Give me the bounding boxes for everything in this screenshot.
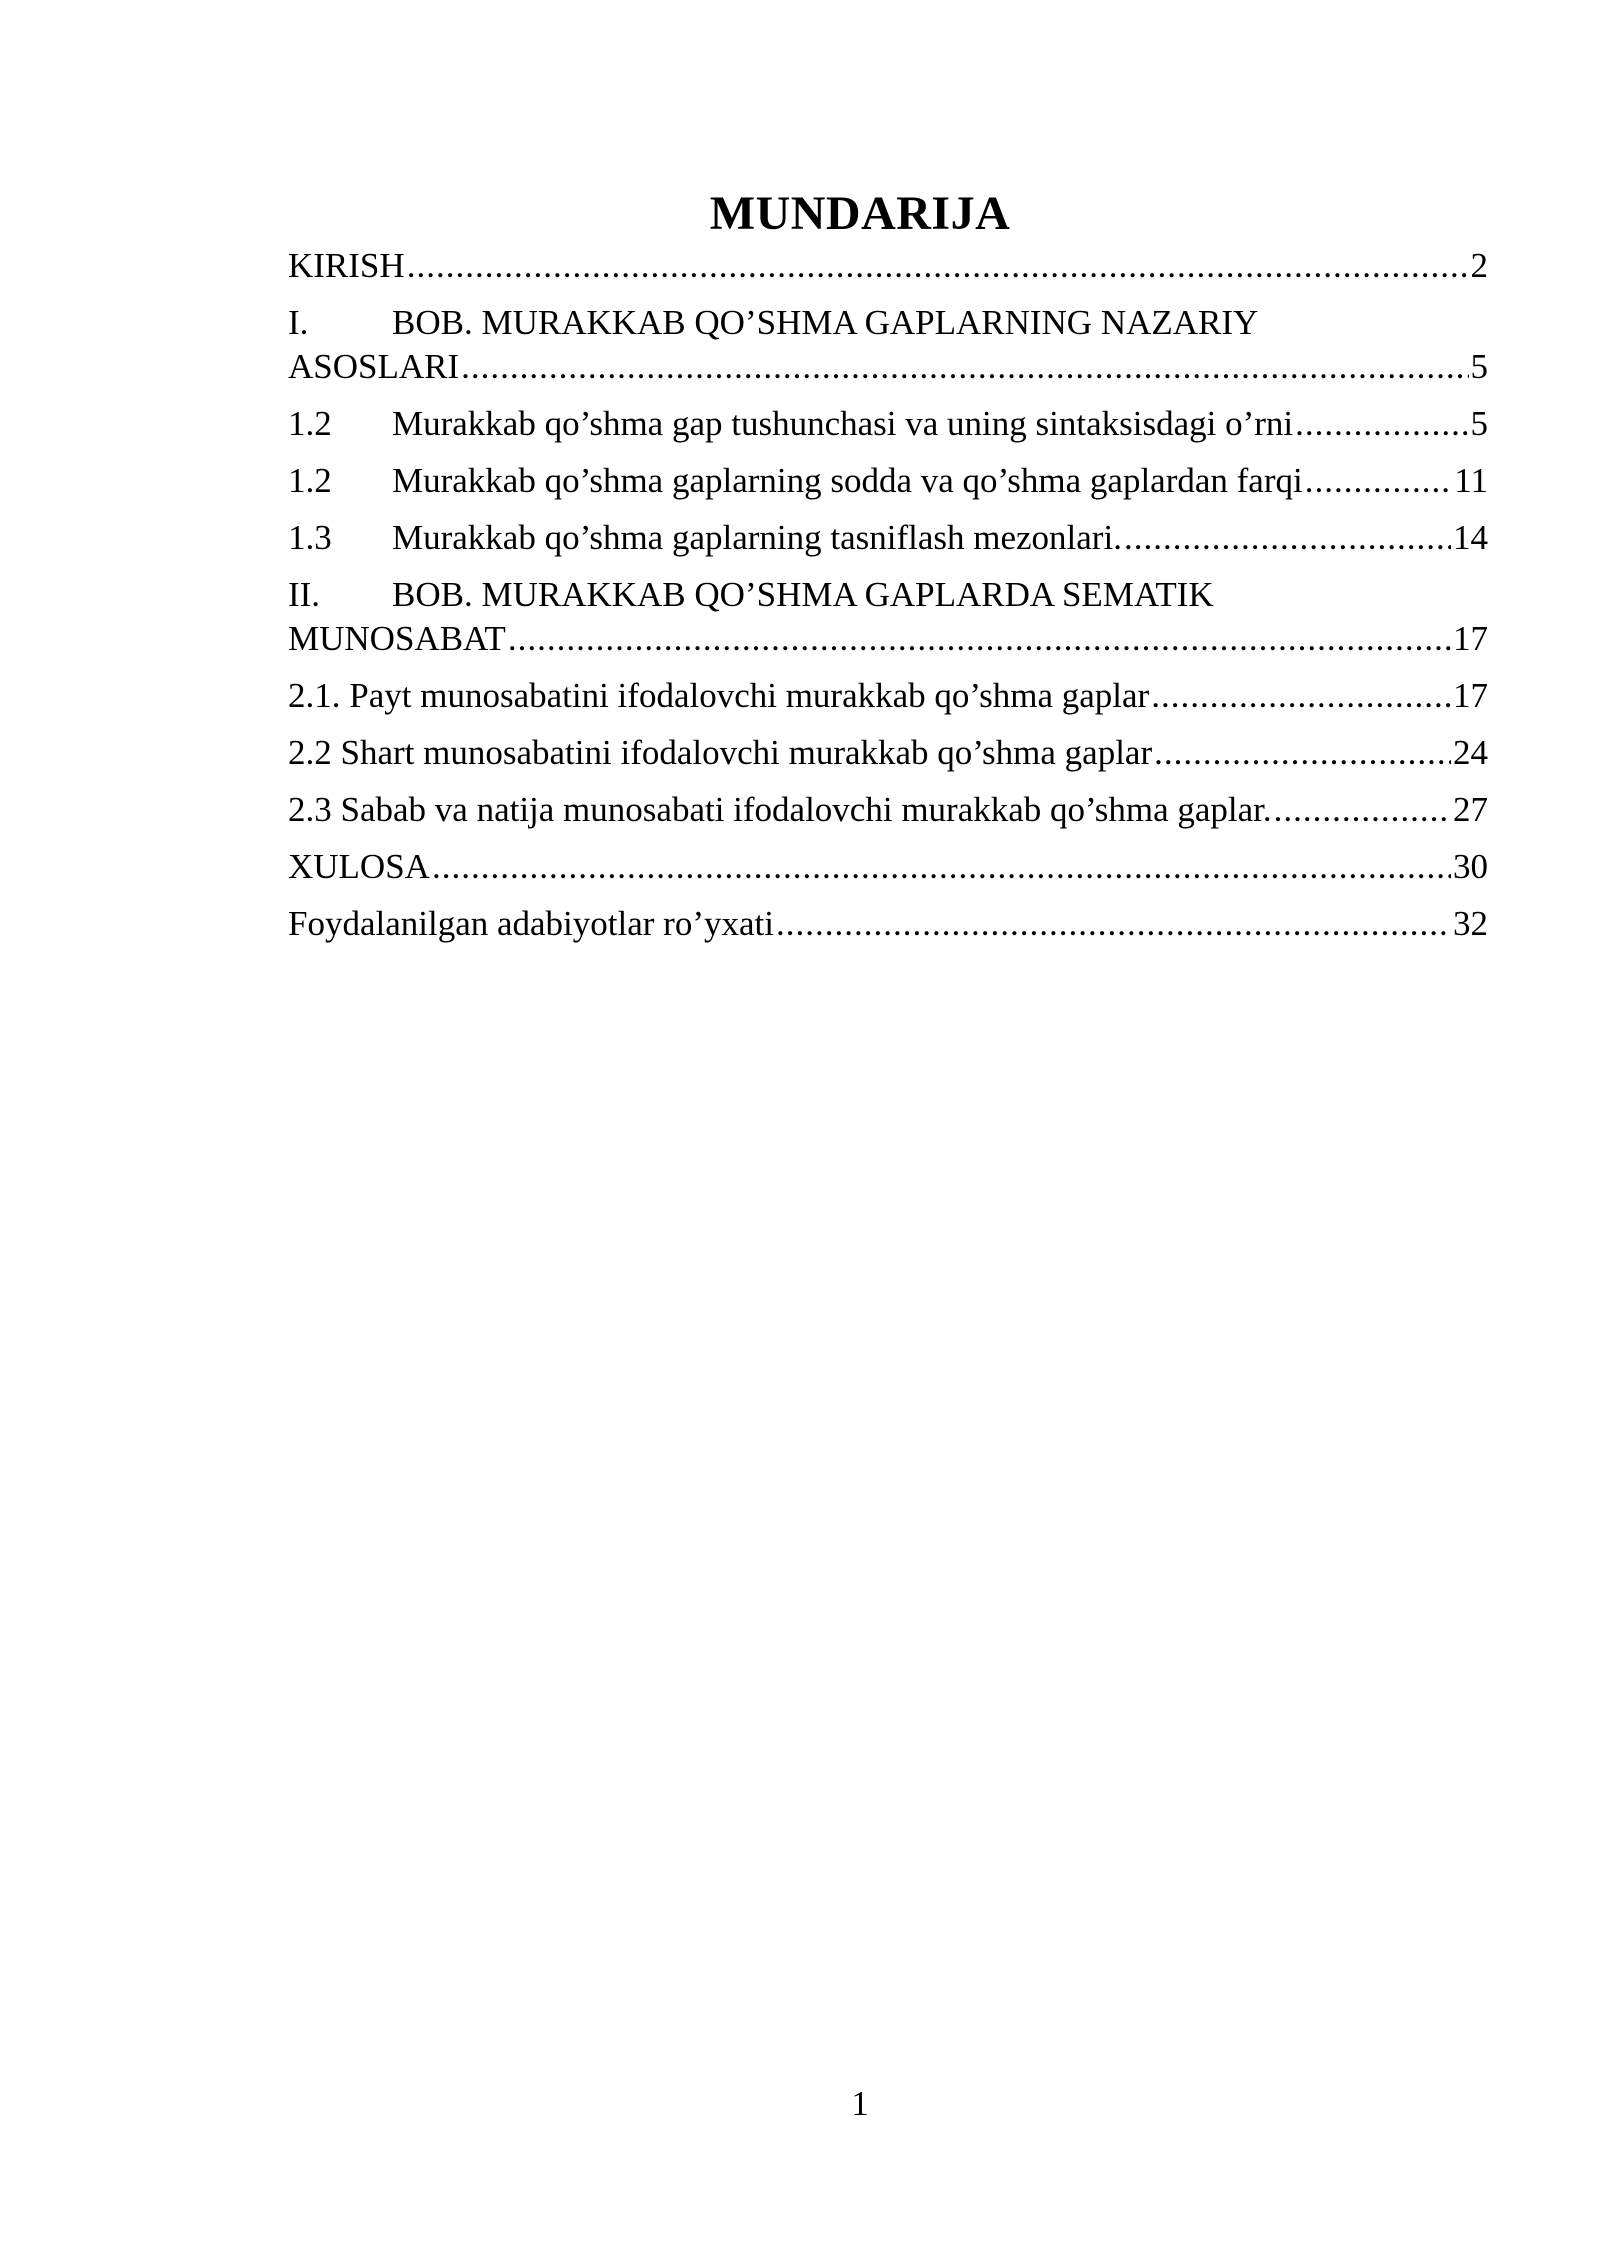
- toc-page-number: 5: [1470, 347, 1488, 386]
- toc-page-number: 30: [1453, 847, 1488, 886]
- toc-entry-label: 2.1. Payt munosabatini ifodalovchi murakkab qo’shma gaplar: [288, 676, 1150, 715]
- toc-entry-number: I.: [288, 303, 309, 342]
- toc-entry-label: Murakkab qo’shma gap tushunchasi va uning sintaksisdagi o’rni: [392, 404, 1294, 443]
- page-title: MUNDARIJA: [709, 187, 1011, 240]
- dot-leader: [407, 244, 1469, 288]
- toc-entry-number: II.: [288, 575, 321, 614]
- toc-entry-kirish[interactable]: [288, 244, 1488, 288]
- toc-entry-label-continued: MUNOSABAT: [288, 619, 506, 658]
- toc-entry-label-continued: ASOSLARI: [288, 347, 460, 386]
- toc-page-number: 5: [1470, 404, 1488, 443]
- dot-leader: [776, 902, 1451, 946]
- dot-leader: [432, 845, 1451, 889]
- toc-entry-label: Murakkab qo’shma gaplarning tasniflash mezonlari.: [392, 518, 1122, 557]
- dot-leader: [1154, 731, 1451, 775]
- toc-page-number: 2: [1470, 246, 1488, 285]
- toc-entry-section-2-3[interactable]: [288, 788, 1488, 832]
- toc-entry-section-1-3[interactable]: [288, 516, 1488, 560]
- dot-leader: [1305, 459, 1453, 503]
- dot-leader: [461, 345, 1468, 389]
- toc-entry-section-1-2b[interactable]: [288, 459, 1488, 503]
- toc-entry-label: XULOSA: [288, 847, 430, 886]
- toc-entry-references[interactable]: [288, 902, 1488, 946]
- table-of-contents: [288, 244, 1488, 946]
- toc-entry-xulosa[interactable]: [288, 845, 1488, 889]
- toc-entry-chapter-1[interactable]: [288, 301, 1488, 389]
- toc-entry-chapter-2[interactable]: [288, 573, 1488, 661]
- toc-entry-section-2-2[interactable]: [288, 731, 1488, 775]
- dot-leader: [1274, 788, 1451, 832]
- toc-entry-section-2-1[interactable]: [288, 674, 1488, 718]
- toc-page-number: 17: [1453, 619, 1488, 658]
- toc-page-number: 14: [1453, 518, 1488, 557]
- dot-leader: [1151, 674, 1451, 718]
- toc-page-number: 11: [1454, 461, 1488, 500]
- dot-leader: [1295, 402, 1468, 446]
- toc-entry-label: KIRISH: [288, 246, 405, 285]
- toc-entry-label: 2.2 Shart munosabatini ifodalovchi murakkab qo’shma gaplar: [288, 733, 1153, 772]
- toc-entry-label: 2.3 Sabab va natija munosabati ifodalovchi murakkab qo’shma gaplar.: [288, 790, 1272, 829]
- toc-entry-number: 1.2: [288, 404, 332, 443]
- toc-entry-number: 1.2: [288, 461, 332, 500]
- toc-page-number: 17: [1453, 676, 1488, 715]
- toc-entry-section-1-2a[interactable]: [288, 402, 1488, 446]
- toc-entry-label: BOB. MURAKKAB QO’SHMA GAPLARNING NAZARIY: [392, 303, 1259, 342]
- toc-page-number: 24: [1453, 733, 1488, 772]
- toc-page-number: 27: [1453, 790, 1488, 829]
- toc-page-number: 32: [1453, 904, 1488, 943]
- toc-entry-label: Foydalanilgan adabiyotlar ro’yxati: [288, 904, 774, 943]
- toc-entry-number: 1.3: [288, 518, 332, 557]
- dot-leader: [508, 617, 1451, 661]
- dot-leader: [1124, 516, 1451, 560]
- toc-entry-label: BOB. MURAKKAB QO’SHMA GAPLARDA SEMATIK: [392, 575, 1214, 614]
- page-number: 1: [851, 2084, 869, 2123]
- toc-entry-label: Murakkab qo’shma gaplarning sodda va qo’shma gaplardan farqi: [392, 461, 1303, 500]
